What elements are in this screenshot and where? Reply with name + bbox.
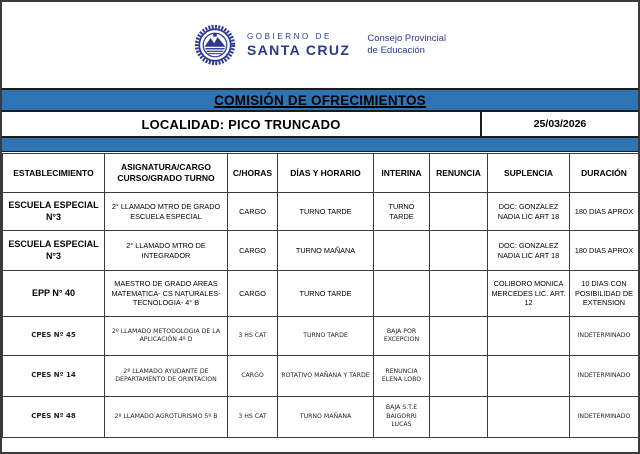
brand-text [247,32,350,57]
cell-suplencia: COLIBORO MONICA MERCEDES LIC. ART. 12 [488,271,570,317]
cell-establecimiento: ESCUELA ESPECIAL N°3 [3,193,105,231]
cell-choras: CARGO [228,231,278,271]
santa-cruz-seal-icon [194,22,236,68]
cell-asignatura: 2° LLAMADO MTRO DE INTEGRADOR [105,231,228,271]
col-header-duracion: DURACIÓN [570,154,639,193]
cell-renuncia [430,193,488,231]
table-row [3,317,639,356]
cell-suplencia [488,356,570,397]
cell-dias-horario: TURNO TARDE [278,317,374,356]
header-row [3,154,639,193]
cell-asignatura: 2º LLAMADO METODOLOGIA DE LA APLICACIÓN 4º D [105,317,228,356]
cell-dias-horario: TURNO MAÑANA [278,397,374,438]
cell-duracion: INDETERMINADO [570,397,639,438]
cell-suplencia: DOC: GONZALEZ NADIA LIC ART 18 [488,231,570,271]
offerings-table [2,153,639,438]
cell-establecimiento: EPP N° 40 [3,271,105,317]
cell-interina [374,231,430,271]
consejo-provincial-label [367,33,446,57]
consejo-line2: de Educación [367,45,425,56]
cell-dias-horario: TURNO TARDE [278,193,374,231]
santa-cruz-label: SANTA CRUZ [246,41,351,58]
cell-dias-horario: TURNO MAÑANA [278,231,374,271]
cell-asignatura: 2º LLAMADO AYUDANTE DE DEPARTAMENTO DE ORINTACION [105,356,228,397]
cell-choras: CARGO [228,356,278,397]
cell-dias-horario: ROTATIVO MAÑANA Y TARDE [278,356,374,397]
table-row [3,193,639,231]
col-header-asignatura: ASIGNATURA/CARGO CURSO/GRADO TURNO [105,154,228,193]
cell-asignatura: 2º LLAMADO AGROTURISMO 5º B [105,397,228,438]
brand-header [2,2,638,88]
cell-interina: TURNO TARDE [374,193,430,231]
table-row [3,356,639,397]
cell-interina: BAJA POR EXCEPCION [374,317,430,356]
col-header-suplencia: SUPLENCIA [488,154,570,193]
col-header-dias-horario: DÍAS Y HORARIO [278,154,374,193]
col-header-interina: INTERINA [374,154,430,193]
cell-suplencia: DOC: GONZALEZ NADIA LIC ART 18 [488,193,570,231]
cell-choras: CARGO [228,193,278,231]
cell-interina: RENUNCIA ELENA LOBO [374,356,430,397]
page-title: COMISIÓN DE OFRECIMIENTOS [214,92,426,108]
cell-duracion: 180 DIAS APROX [570,231,639,271]
cell-duracion: 180 DIAS APROX [570,193,639,231]
locality-bar [2,112,638,138]
cell-interina [374,271,430,317]
table-row [3,397,639,438]
title-bar [2,88,638,112]
cell-duracion: 10 DIAS CON POSIBILIDAD DE EXTENSION [570,271,639,317]
cell-renuncia [430,271,488,317]
cell-suplencia [488,397,570,438]
table-row [3,231,639,271]
cell-renuncia [430,356,488,397]
cell-renuncia [430,317,488,356]
cell-establecimiento: ESCUELA ESPECIAL N°3 [3,231,105,271]
cell-renuncia [430,397,488,438]
date-value: 25/03/2026 [480,112,638,136]
col-header-renuncia: RENUNCIA [430,154,488,193]
col-header-choras: C/HORAS [228,154,278,193]
cell-duracion: INDETERMINADO [570,356,639,397]
cell-establecimiento: CPES Nº 45 [3,317,105,356]
cell-choras: CARGO [228,271,278,317]
cell-establecimiento: CPES Nº 48 [3,397,105,438]
cell-asignatura: MAESTRO DE GRADO AREAS MATEMATICA- CS NATURALES- TECNOLOGIA- 4° B [105,271,228,317]
cell-renuncia [430,231,488,271]
cell-suplencia [488,317,570,356]
cell-choras: 3 HS CAT [228,317,278,356]
cell-duracion: INDETERMINADO [570,317,639,356]
cell-interina: BAJA S.T.E BAIGORRI LUCAS [374,397,430,438]
cell-dias-horario: TURNO TARDE [278,271,374,317]
table-row [3,271,639,317]
consejo-line1: Consejo Provincial [367,33,447,45]
gobierno-de-label: GOBIERNO DE [246,32,332,42]
cell-choras: 3 HS CAT [228,397,278,438]
cell-asignatura: 2° LLAMADO MTRO DE GRADO ESCUELA ESPECIAL [105,193,228,231]
col-header-establecimiento: ESTABLECIMIENTO [3,154,105,193]
cell-establecimiento: CPES Nº 14 [3,356,105,397]
divider-bar [2,138,638,152]
locality-label: LOCALIDAD: PICO TRUNCADO [141,116,341,132]
